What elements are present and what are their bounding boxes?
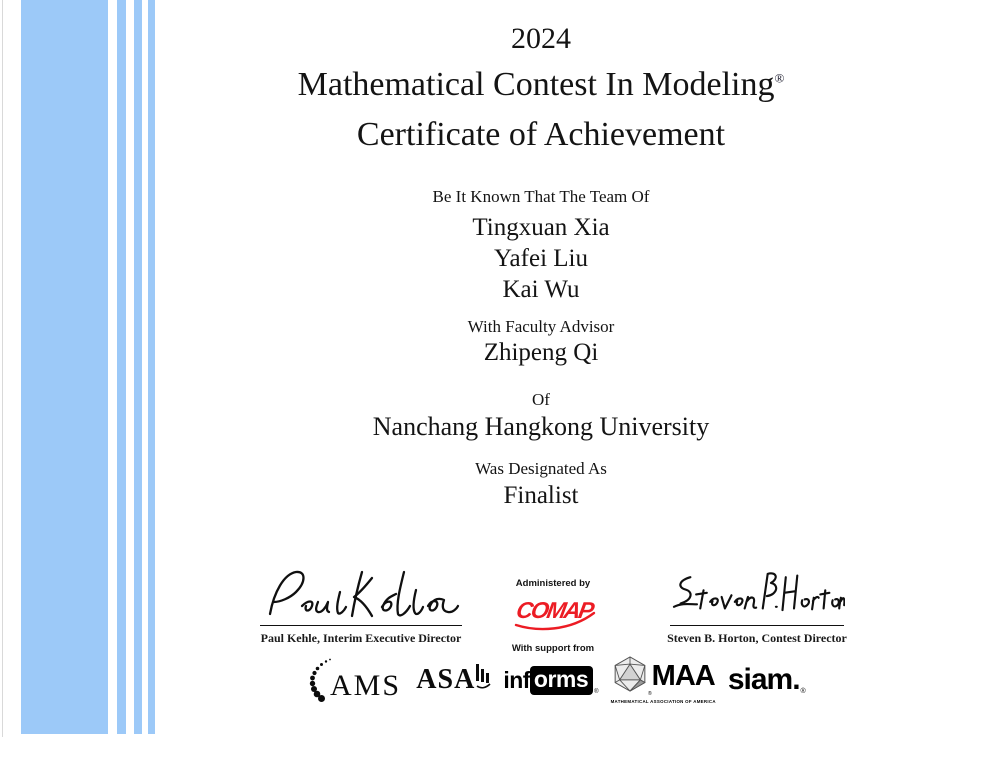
team-intro: Be It Known That The Team Of [432, 187, 650, 206]
comap-logo-text: COMAP [514, 597, 595, 623]
administered-by-label: Administered by [515, 578, 591, 589]
comap-logo-wrap [94, 591, 1000, 640]
comap-logo [506, 591, 600, 635]
siam-registered-mark: ® [800, 688, 806, 695]
contest-title-text: Mathematical Contest In Modeling [297, 66, 775, 103]
designation-intro: Was Designated As [475, 459, 607, 478]
right-signer-caption: Steven B. Horton, Contest Director [667, 631, 847, 645]
institution-name: Nanchang Hangkong University [372, 412, 710, 441]
maa-logo-row [612, 656, 715, 697]
informs-registered-mark: ® [594, 688, 599, 695]
informs-boxed-text: orms [530, 666, 593, 695]
right-signature-line [670, 625, 844, 626]
asa-logo-text: ASA [416, 664, 476, 695]
informs-prefix-text: inf [503, 666, 530, 693]
siam-logo [728, 665, 806, 695]
ams-logo [300, 657, 404, 704]
team-member-2: Yafei Liu [494, 245, 588, 272]
certificate-subtitle: Certificate of Achievement [356, 116, 726, 153]
steven-horton-signature-icon [669, 564, 845, 620]
siam-logo-text: siam. [727, 663, 800, 696]
asa-bars-icon [476, 664, 491, 690]
team-member-1: Tingxuan Xia [472, 214, 610, 241]
informs-logo [503, 666, 598, 695]
of-word: Of [532, 390, 550, 409]
registered-mark: ® [774, 70, 785, 86]
maa-icosahedron-icon [612, 656, 648, 692]
designation: Finalist [503, 482, 579, 509]
contest-title [82, 66, 1000, 104]
asa-logo [416, 664, 491, 696]
maa-icosahedron-wrap [612, 656, 652, 697]
ams-logo-icon [300, 657, 404, 704]
sponsor-logo-row [94, 655, 1000, 705]
contest-year: 2024 [511, 22, 571, 55]
advisor-name: Zhipeng Qi [483, 339, 599, 366]
left-signer-caption: Paul Kehle, Interim Executive Director [260, 631, 462, 645]
maa-registered-mark: ® [647, 691, 652, 697]
right-signature-block [666, 564, 848, 646]
maa-logo [611, 656, 716, 704]
maa-caption: MATHEMATICAL ASSOCIATION OF AMERICA [610, 699, 716, 704]
maa-logo-text: MAA [651, 660, 715, 693]
with-support-label: With support from [511, 643, 595, 654]
ams-logo-text: AMS [330, 668, 402, 702]
team-member-3: Kai Wu [502, 276, 580, 303]
advisor-intro: With Faculty Advisor [467, 317, 615, 336]
page-edge-line [2, 0, 3, 737]
